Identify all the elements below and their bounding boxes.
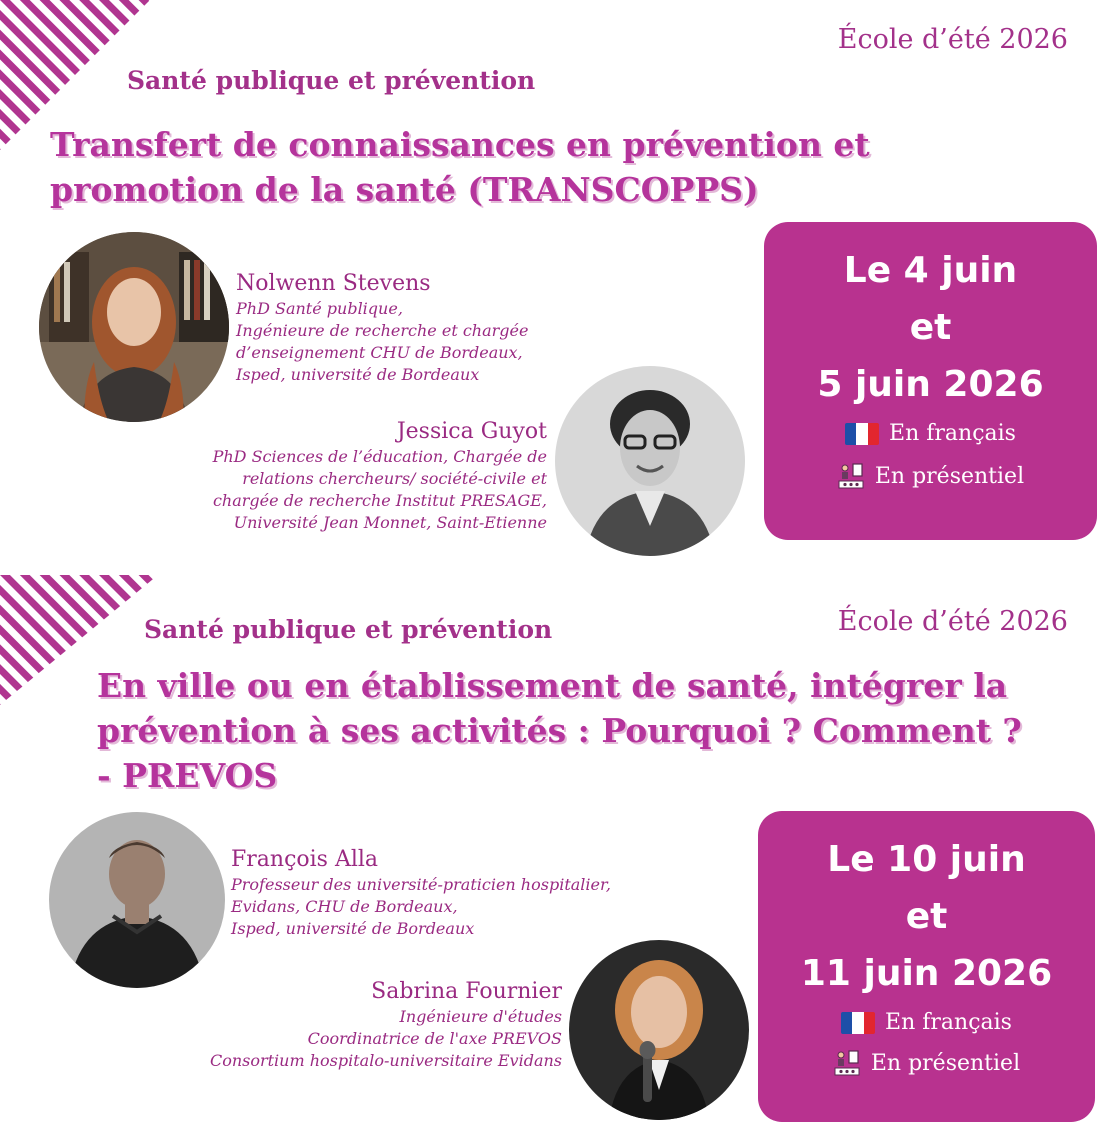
- speaker-photo-nolwenn-stevens: [39, 232, 229, 422]
- school-label: École d’été 2026: [837, 606, 1068, 637]
- course-title-line: - PREVOS: [97, 756, 278, 795]
- date-line: 5 juin 2026: [817, 364, 1044, 405]
- speaker-role-line: Consortium hospitalo-universitaire Evidans: [209, 1051, 562, 1070]
- classroom-icon: [833, 1049, 861, 1077]
- speaker-photo-jessica-guyot: [555, 366, 745, 556]
- course-title: [97, 663, 1022, 798]
- date-card: [758, 811, 1095, 1122]
- speaker-role-line: relations chercheurs/ société-civile et: [242, 469, 547, 488]
- school-label: École d’été 2026: [837, 24, 1068, 55]
- speaker-role-line: chargée de recherche Institut PRESAGE,: [212, 491, 547, 510]
- speaker-role-line: Evidans, CHU de Bordeaux,: [231, 897, 458, 916]
- speaker-photo-sabrina-fournier: [569, 940, 749, 1120]
- date-line: et: [905, 896, 948, 937]
- speaker-name: Jessica Guyot: [396, 419, 547, 444]
- category-label: Santé publique et prévention: [127, 66, 536, 95]
- date-line: 11 juin 2026: [800, 953, 1053, 994]
- language-row: [841, 1010, 1012, 1035]
- language-label: En français: [885, 1010, 1012, 1035]
- category-label: Santé publique et prévention: [144, 615, 553, 644]
- speaker-info: [236, 270, 528, 386]
- course-title: [50, 122, 870, 212]
- france-flag-icon: [845, 423, 879, 445]
- date-line: et: [909, 307, 952, 348]
- speaker-role-line: Ingénieure de recherche et chargée: [236, 321, 529, 340]
- speaker-role-line: d’enseignement CHU de Bordeaux,: [236, 343, 523, 362]
- speaker-role-line: Ingénieure d'études: [399, 1007, 562, 1026]
- mode-label: En présentiel: [870, 1050, 1021, 1076]
- mode-row: [833, 1049, 1020, 1077]
- speaker-name: François Alla: [231, 847, 379, 872]
- language-label: En français: [889, 421, 1016, 446]
- date-card: [764, 222, 1097, 540]
- speaker-info: [213, 418, 547, 534]
- speaker-role-line: Université Jean Monnet, Saint-Etienne: [233, 513, 547, 532]
- speaker-photo-francois-alla: [49, 812, 225, 988]
- speaker-name: Nolwenn Stevens: [236, 271, 431, 296]
- course-title-line: promotion de la santé (TRANSCOPPS): [50, 170, 759, 209]
- classroom-icon: [837, 462, 865, 490]
- speaker-role-line: Isped, université de Bordeaux: [236, 365, 480, 384]
- speaker-info: [210, 978, 562, 1072]
- speaker-role-line: PhD Santé publique,: [236, 299, 403, 318]
- course-title-line: En ville ou en établissement de santé, intégrer la: [97, 666, 1008, 705]
- mode-row: [837, 462, 1024, 490]
- speaker-role-line: Professeur des université-praticien hospitalier,: [231, 875, 611, 894]
- mode-label: En présentiel: [874, 463, 1025, 489]
- speaker-name: Sabrina Fournier: [371, 979, 562, 1004]
- speaker-role-line: Isped, université de Bordeaux: [231, 919, 475, 938]
- date-line: Le 4 juin: [843, 250, 1018, 291]
- course-title-line: prévention à ses activités : Pourquoi ? Comment ?: [97, 711, 1022, 750]
- language-row: [845, 421, 1016, 446]
- speaker-role-line: PhD Sciences de l’éducation, Chargée de: [212, 447, 547, 466]
- speaker-info: [231, 846, 611, 940]
- date-line: Le 10 juin: [827, 839, 1026, 880]
- france-flag-icon: [841, 1012, 875, 1034]
- course-title-line: Transfert de connaissances en prévention et: [50, 125, 870, 164]
- speaker-role-line: Coordinatrice de l'axe PREVOS: [307, 1029, 562, 1048]
